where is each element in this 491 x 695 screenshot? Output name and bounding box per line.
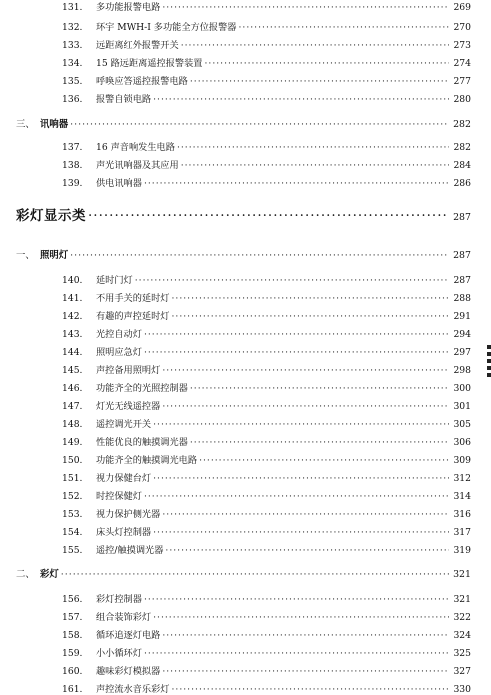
- entry-title: 彩灯控制器: [96, 594, 142, 605]
- dot-leader: [61, 569, 449, 580]
- toc-entry: [0, 37, 491, 51]
- dot-leader: [165, 545, 449, 556]
- entry-number: 149.: [62, 437, 83, 448]
- toc-entry: [0, 506, 491, 520]
- entry-title: 性能优良的触摸调光器: [96, 437, 188, 448]
- dot-leader: [144, 594, 450, 605]
- toc-entry: [0, 272, 491, 286]
- entry-title: 延时门灯: [96, 275, 133, 286]
- page-number: 294: [453, 329, 471, 340]
- entry-number: 138.: [62, 160, 83, 171]
- page-number: 282: [453, 142, 471, 153]
- entry-number: 135.: [62, 76, 83, 87]
- dot-leader: [177, 142, 450, 153]
- entry-number: 一、: [16, 250, 35, 261]
- entry-number: 142.: [62, 311, 83, 322]
- dot-leader: [199, 455, 449, 466]
- page-number: 319: [453, 545, 471, 556]
- dot-leader: [162, 365, 449, 376]
- page-number: 322: [453, 612, 471, 623]
- entry-title: 小小循环灯: [96, 648, 142, 659]
- entry-number: 150.: [62, 455, 83, 466]
- entry-title: 声光讯响器及其应用: [96, 160, 179, 171]
- page-number: 301: [453, 401, 471, 412]
- entry-title: 15 路远距离遥控报警装置: [96, 58, 203, 69]
- dot-leader: [190, 437, 450, 448]
- page-number: 321: [453, 569, 471, 580]
- dot-leader: [144, 178, 450, 189]
- page-number: 312: [453, 473, 471, 484]
- entry-number: 147.: [62, 401, 83, 412]
- page-number: 325: [453, 648, 471, 659]
- entry-number: 154.: [62, 527, 83, 538]
- page-number: 273: [453, 40, 471, 51]
- entry-number: 二、: [16, 569, 35, 580]
- toc-entry: [0, 91, 491, 105]
- toc-entry: [0, 380, 491, 394]
- toc-entry: [0, 452, 491, 466]
- page-number: 297: [453, 347, 471, 358]
- page-number: 287: [453, 275, 471, 286]
- toc-entry: [0, 73, 491, 87]
- page-number: 327: [453, 666, 471, 677]
- toc-entry: [0, 326, 491, 340]
- dot-leader: [88, 208, 449, 224]
- dot-leader: [153, 527, 449, 538]
- toc-entry: [0, 470, 491, 484]
- page-number: 316: [453, 509, 471, 520]
- entry-title: 光控自动灯: [96, 329, 142, 340]
- entry-number: 151.: [62, 473, 83, 484]
- entry-title: 远距离红外报警开关: [96, 40, 179, 51]
- entry-title: 彩灯: [40, 569, 59, 580]
- entry-number: 157.: [62, 612, 83, 623]
- page-number: 270: [453, 22, 471, 33]
- toc-entry: [0, 139, 491, 153]
- dot-leader: [181, 40, 450, 51]
- dot-leader: [162, 666, 449, 677]
- page-number: 282: [453, 119, 471, 130]
- entry-title: 视力保护侧光器: [96, 509, 161, 520]
- dot-leader: [144, 491, 450, 502]
- toc-entry: [0, 308, 491, 322]
- dot-leader: [153, 94, 449, 105]
- dot-leader: [144, 347, 450, 358]
- entry-number: 148.: [62, 419, 83, 430]
- toc-entry: [0, 19, 491, 33]
- section-heading: [0, 247, 491, 261]
- entry-title: 16 声音响发生电路: [96, 142, 175, 153]
- entry-title: 多功能报警电路: [96, 2, 161, 13]
- entry-title: 呼唤应答遥控报警电路: [96, 76, 188, 87]
- entry-number: 161.: [62, 684, 83, 695]
- entry-title: 环宇 MWH-I 多功能全方位报警器: [96, 22, 237, 33]
- toc-entry: [0, 290, 491, 304]
- entry-number: 133.: [62, 40, 83, 51]
- dot-leader: [70, 250, 449, 261]
- entry-title: 讯响器: [40, 119, 69, 130]
- toc-entry: [0, 157, 491, 171]
- entry-title: 声控流水音乐彩灯: [96, 684, 170, 695]
- dot-leader: [172, 293, 450, 304]
- page-number: 324: [453, 630, 471, 641]
- entry-title: 功能齐全的触摸调光电路: [96, 455, 198, 466]
- toc-entry: [0, 591, 491, 605]
- dot-leader: [153, 419, 449, 430]
- toc-entry: [0, 398, 491, 412]
- dot-leader: [162, 630, 449, 641]
- dot-leader: [239, 22, 450, 33]
- entry-number: 153.: [62, 509, 83, 520]
- page-number: 286: [453, 178, 471, 189]
- page-number: 288: [453, 293, 471, 304]
- entry-number: 134.: [62, 58, 83, 69]
- page-number: 291: [453, 311, 471, 322]
- entry-title: 照明应急灯: [96, 347, 142, 358]
- dot-leader: [162, 509, 449, 520]
- entry-number: 143.: [62, 329, 83, 340]
- entry-title: 循环追逐灯电路: [96, 630, 161, 641]
- entry-number: 139.: [62, 178, 83, 189]
- entry-title: 组合装饰彩灯: [96, 612, 152, 623]
- page-number: 309: [453, 455, 471, 466]
- entry-title: 声控备用照明灯: [96, 365, 161, 376]
- page-number: 317: [453, 527, 471, 538]
- toc-entry: [0, 362, 491, 376]
- entry-number: 141.: [62, 293, 83, 304]
- dot-leader: [190, 76, 450, 87]
- toc-entry: [0, 434, 491, 448]
- page-number: 314: [453, 491, 471, 502]
- dot-leader: [162, 2, 449, 13]
- entry-title: 照明灯: [40, 250, 69, 261]
- entry-number: 132.: [62, 22, 83, 33]
- dot-leader: [172, 311, 450, 322]
- page-number: 280: [453, 94, 471, 105]
- entry-title: 灯光无线遥控器: [96, 401, 161, 412]
- section-heading: [0, 566, 491, 580]
- page-number: 284: [453, 160, 471, 171]
- page-number: 287: [453, 250, 471, 261]
- toc-entry: [0, 645, 491, 659]
- chapter-heading: [0, 204, 491, 224]
- page-number: 330: [453, 684, 471, 695]
- toc-entry: [0, 175, 491, 189]
- dot-leader: [153, 612, 449, 623]
- page-number: 305: [453, 419, 471, 430]
- page-number: 300: [453, 383, 471, 394]
- entry-title: 功能齐全的光照控制器: [96, 383, 188, 394]
- dot-leader: [153, 473, 449, 484]
- entry-title: 床头灯控制器: [96, 527, 152, 538]
- dot-leader: [144, 329, 450, 340]
- entry-number: 144.: [62, 347, 83, 358]
- toc-entry: [0, 627, 491, 641]
- dot-leader: [181, 160, 450, 171]
- page-number: 321: [453, 594, 471, 605]
- section-heading: [0, 116, 491, 130]
- entry-number: 158.: [62, 630, 83, 641]
- entry-title: 有趣的声控延时灯: [96, 311, 170, 322]
- toc-entry: [0, 55, 491, 69]
- toc-entry: [0, 0, 491, 13]
- dot-leader: [205, 58, 450, 69]
- entry-title: 供电讯响器: [96, 178, 142, 189]
- page-number: 287: [453, 212, 471, 223]
- entry-title: 遥控调光开关: [96, 419, 152, 430]
- entry-number: 145.: [62, 365, 83, 376]
- entry-title: 视力保健台灯: [96, 473, 152, 484]
- entry-number: 152.: [62, 491, 83, 502]
- entry-title: 报警自锁电路: [96, 94, 152, 105]
- toc-entry: [0, 663, 491, 677]
- entry-title: 时控保健灯: [96, 491, 142, 502]
- toc-entry: [0, 488, 491, 502]
- toc-entry: [0, 609, 491, 623]
- entry-number: 140.: [62, 275, 83, 286]
- dot-leader: [135, 275, 450, 286]
- toc-entry: [0, 416, 491, 430]
- entry-number: 146.: [62, 383, 83, 394]
- toc-entry: [0, 344, 491, 358]
- entry-number: 159.: [62, 648, 83, 659]
- entry-number: 三、: [16, 119, 35, 130]
- dot-leader: [190, 383, 450, 394]
- page-number: 269: [453, 2, 471, 13]
- entry-number: 156.: [62, 594, 83, 605]
- entry-number: 137.: [62, 142, 83, 153]
- dot-leader: [70, 119, 449, 130]
- toc-entry: [0, 542, 491, 556]
- entry-number: 131.: [62, 2, 83, 13]
- entry-title: 彩灯显示类: [16, 208, 86, 224]
- entry-title: 不用手关的延时灯: [96, 293, 170, 304]
- entry-number: 136.: [62, 94, 83, 105]
- toc-entry: [0, 681, 491, 695]
- page-number: 274: [453, 58, 471, 69]
- entry-number: 155.: [62, 545, 83, 556]
- page-number: 298: [453, 365, 471, 376]
- page-number: 277: [453, 76, 471, 87]
- entry-title: 趣味彩灯模拟器: [96, 666, 161, 677]
- page-edge-mark: [487, 345, 491, 379]
- dot-leader: [144, 648, 450, 659]
- page-number: 306: [453, 437, 471, 448]
- entry-number: 160.: [62, 666, 83, 677]
- toc-entry: [0, 524, 491, 538]
- dot-leader: [162, 401, 449, 412]
- entry-title: 遥控/触摸调光器: [96, 545, 164, 556]
